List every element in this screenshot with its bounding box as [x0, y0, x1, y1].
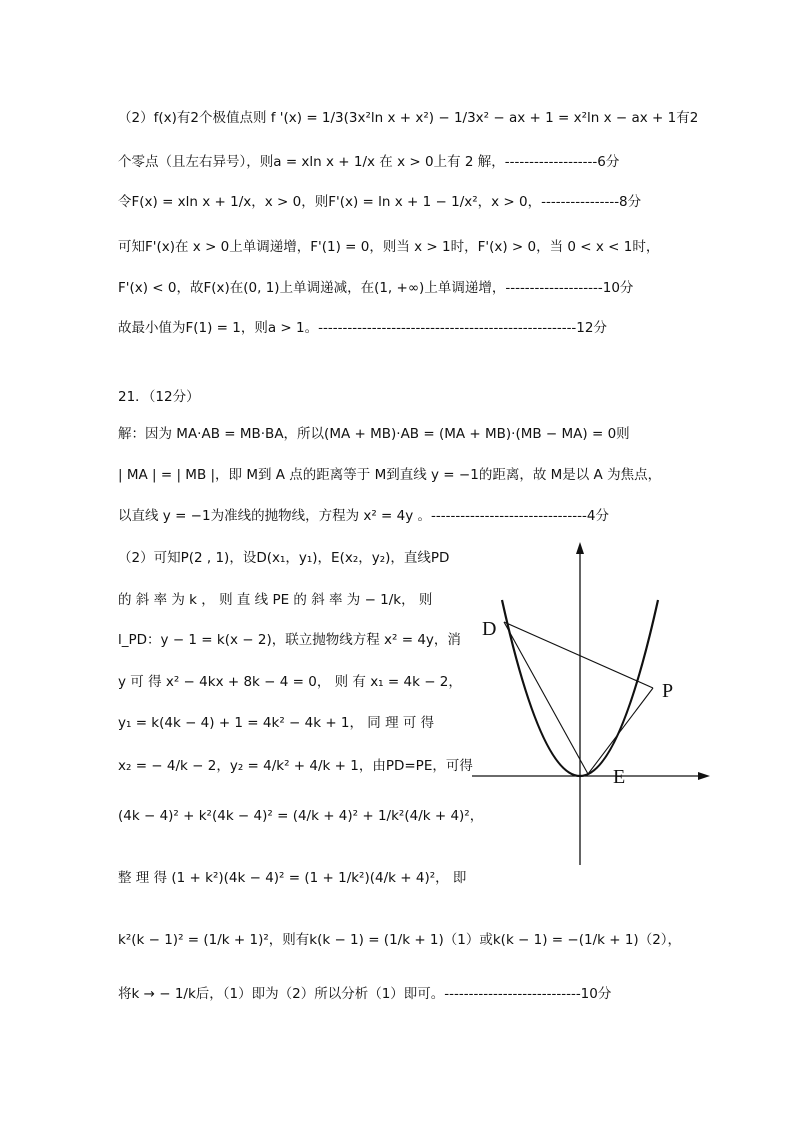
q21-part2-line3: l_PD：y − 1 = k(x − 2)，联立抛物线方程 x² = 4y，消 — [118, 632, 461, 648]
parabola-figure — [470, 540, 715, 870]
q21-part2-line9: k²(k − 1)² = (1/k + 1)²，则有k(k − 1) = (1/k + 1)（1）或k(k − 1) = −(1/k + 1)（2）， — [118, 932, 682, 948]
q21-part2-line1: （2）可知P(2 , 1)，设D(x₁，y₁)，E(x₂，y₂)，直线PD — [118, 550, 450, 566]
prev-part2-line5: F'(x) < 0，故F(x)在(0, 1)上单调递减，在(1, +∞)上单调递增，--------------------10分 — [118, 280, 634, 296]
q21-line3: 以直线 y = −1为准线的抛物线，方程为 x² = 4y 。--------------------------------4分 — [118, 508, 610, 524]
q21-part2-line5: y₁ = k(4k − 4) + 1 = 4k² − 4k + 1， 同 理 可 得 — [118, 715, 435, 731]
y-axis-arrow — [576, 542, 584, 554]
prev-part2-line3: 令F(x) = xln x + 1/x，x > 0，则F'(x) = ln x + 1 − 1/x²，x > 0，----------------8分 — [118, 194, 642, 210]
label-D: D — [482, 618, 497, 640]
q21-heading: 21．（12分） — [118, 389, 200, 405]
segment-DE — [504, 622, 588, 774]
label-P: P — [662, 680, 674, 702]
prev-part2-line1: （2）f(x)有2个极值点则 f '(x) = 1/3(3x²ln x + x²) − 1/3x² − ax + 1 = x²ln x − ax + 1有2 — [118, 110, 699, 126]
q21-part2-line10: 将k → − 1/k后，（1）即为（2）所以分析（1）即可。----------------------------10分 — [118, 986, 612, 1002]
q21-part2-line6: x₂ = − 4/k − 2，y₂ = 4/k² + 4/k + 1，由PD=PE，可得 — [118, 758, 473, 774]
prev-part2-line4: 可知F'(x)在 x > 0上单调递增，F'(1) = 0，则当 x > 1时，F'(x) > 0，当 0 < x < 1时， — [118, 239, 660, 255]
q21-part2-line8: 整 理 得 (1 + k²)(4k − 4)² = (1 + 1/k²)(4/k + 4)²， 即 — [118, 870, 467, 886]
prev-part2-line6: 故最小值为F(1) = 1，则a > 1。-----------------------------------------------------12分 — [118, 320, 607, 336]
segment-DP — [504, 622, 653, 688]
q21-part2-line2: 的 斜 率 为 k ， 则 直 线 PE 的 斜 率 为 − 1/k， 则 — [118, 592, 433, 608]
q21-part2-line7: (4k − 4)² + k²(4k − 4)² = (4/k + 4)² + 1/k²(4/k + 4)²， — [118, 808, 484, 824]
q21-line1: 解：因为 MA·AB = MB·BA，所以(MA + MB)·AB = (MA + MB)·(MB − MA) = 0则 — [118, 426, 630, 442]
q21-part2-line4: y 可 得 x² − 4kx + 8k − 4 = 0， 则 有 x₁ = 4k − 2， — [118, 674, 462, 690]
x-axis-arrow — [698, 772, 710, 780]
label-E: E — [613, 766, 626, 788]
q21-line2: | MA | = | MB |，即 M到 A 点的距离等于 M到直线 y = −1的距离，故 M是以 A 为焦点， — [118, 467, 662, 483]
segment-PE — [588, 688, 653, 774]
prev-part2-line2: 个零点（且左右异号），则a = xln x + 1/x 在 x > 0上有 2 解，-------------------6分 — [118, 154, 620, 170]
